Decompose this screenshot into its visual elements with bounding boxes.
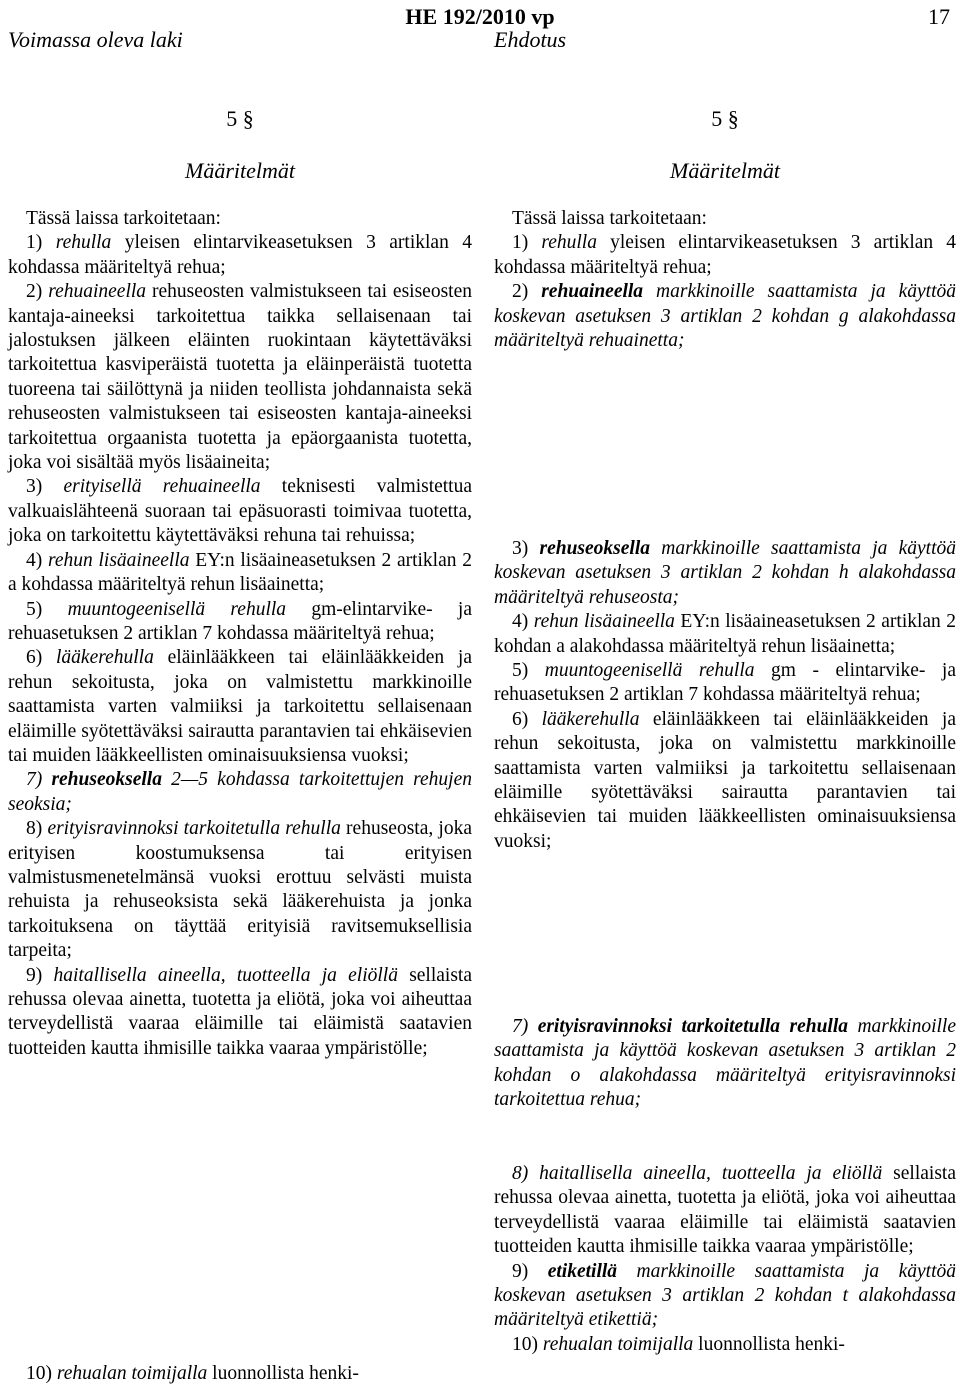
definitions-block <box>8 207 472 1061</box>
defined-term: rehulla <box>55 232 112 254</box>
defined-term: erityisravinnoksi tarkoitetulla rehulla <box>537 1016 849 1037</box>
definition-item: 4) rehun lisäaineella EY:n lisäaineasetuksen 2 artiklan 2 kohdan a alakohdassa määriteltyä rehun lisäainetta; <box>494 611 957 657</box>
defined-term: lääkerehulla <box>56 647 154 669</box>
definition-item: 10) rehualan toimijalla luonnollista henki- <box>26 1363 359 1384</box>
defined-term: rehualan toimijalla <box>56 1363 208 1384</box>
defined-term: muuntogeenisellä rehulla <box>67 598 287 620</box>
definition-item: 6) lääkerehulla eläinlääkkeen tai eläinlääkkeiden ja rehun sekoitusta, joka on valmistettu markkinoille saattamista varten valmiiksi ja tarkoitettu sellaisenaan eläimille syötettäväksi sairautta parantavien tai ehkäisevien tai muiden lääkkeellisten ominaisuuksiensa vuoksi; <box>8 647 472 766</box>
definition-item: 3) rehuseoksella markkinoille saattamista ja käyttöä koskevan asetuksen 3 artiklan 2 kohdan h alakohdassa määriteltyä rehuseosta; <box>494 538 956 608</box>
page-number: 17 <box>928 4 950 29</box>
document-id: HE 192/2010 vp <box>405 4 555 29</box>
definition-item: 1) rehulla yleisen elintarvikeasetuksen 3 artiklan 4 kohdassa määriteltyä rehua; <box>494 232 956 278</box>
defined-term: rehun lisäaineella <box>48 549 190 571</box>
defined-term: rehuaineella <box>48 281 147 303</box>
definitions-block <box>494 537 956 854</box>
intro-text: Tässä laissa tarkoitetaan: <box>26 208 221 229</box>
left-column-title: Voimassa oleva laki <box>8 27 183 52</box>
definition-item: 2) rehuaineella markkinoille saattamista ja käyttöä koskevan asetuksen 3 artiklan 2 kohdan g alakohdassa määriteltyä rehuainetta; <box>494 281 956 352</box>
definition-item: 7) rehuseoksella 2—5 kohdassa tarkoitettujen rehujen seoksia; <box>8 769 473 815</box>
defined-term: haitallisella aineella, tuotteella ja eliöllä <box>53 964 398 986</box>
defined-term: erityisravinnoksi tarkoitetulla rehulla <box>47 818 341 840</box>
definition-item: 5) muuntogeenisellä rehulla gm - elintarvike- ja rehuasetuksen 2 artiklan 7 kohdassa määriteltyä rehua; <box>494 660 957 706</box>
section-heading: Määritelmät <box>185 158 295 183</box>
definition-item: 8) haitallisella aineella, tuotteella ja eliöllä sellaista rehussa olevaa ainetta, tuotetta ja eliötä, joka voi aiheuttaa terveydellistä vaaraa eläimille tai eläimistä saatavien tuotteiden kautta ihmisille taikka vaaraa ympäristölle; <box>494 1163 956 1258</box>
definition-item: 6) lääkerehulla eläinlääkkeen tai eläinlääkkeiden ja rehun sekoitusta, joka on valmistettu markkinoille saattamista varten valmiiksi ja tarkoitettu sellaisenaan eläimille syötettäväksi sairautta parantavien tai ehkäisevien tai muiden lääkkeellisten ominaisuuksiensa vuoksi; <box>494 708 956 852</box>
defined-term: haitallisella aineella, tuotteella ja eliöllä <box>539 1163 883 1184</box>
intro-text: Tässä laissa tarkoitetaan: <box>512 208 707 229</box>
definition-item: 7) erityisravinnoksi tarkoitetulla rehulla markkinoille saattamista ja käyttöä koskevan asetuksen 3 artiklan 2 kohdan o alakohdassa määriteltyä erityisravinnoksi tarkoitettua rehua; <box>494 1016 957 1111</box>
definition-item: 9) etiketillä markkinoille saattamista ja käyttöä koskevan asetuksen 3 artiklan 2 kohdan t alakohdassa määriteltyä etikettiä; <box>494 1260 957 1331</box>
definition-item: 2) rehuaineella rehuseosten valmistukseen tai esiseosten kantaja-aineeksi tarkoitettua taikka sellaisenaan tai jalostuksen jälkeen eläinten ruokintaan käytettäväksi tarkoitettua kasviperäistä tuotetta ja eläinperäistä tuotetta tuoreena tai säilöttynä ja niiden teollista johdannaista sekä rehuseosten valmistukseen tai esiseosten kantaja-aineeksi tarkoitettua orgaanista tuotetta ja epäorgaanista tuotetta, joka voi sisältää myös lisäaineita; <box>8 281 472 474</box>
section-heading: Määritelmät <box>670 158 780 183</box>
definitions-block <box>494 1162 956 1357</box>
definition-item: 9) haitallisella aineella, tuotteella ja eliöllä sellaista rehussa olevaa ainetta, tuotetta ja eliötä, joka voi aiheuttaa terveydellistä vaaraa eläimille tai eläimistä saatavien tuotteiden kautta ihmisille taikka vaaraa ympäristölle; <box>8 964 473 1059</box>
definition-item: 4) rehun lisäaineella EY:n lisäaineasetuksen 2 artiklan 2 a kohdassa määriteltyä rehun lisäainetta; <box>8 549 473 596</box>
definition-item: 5) muuntogeenisellä rehulla gm-elintarvike- ja rehuasetuksen 2 artiklan 7 kohdassa määriteltyä rehua; <box>8 598 472 644</box>
definition-item: 3) erityisellä rehuaineella teknisesti valmistettua valkuaislähteenä suoraan tai epäsuorasti toimivaa tuotetta, joka on tarkoitettu käytettäväksi rehuna tai rehuissa; <box>8 476 473 547</box>
definition-item: 8) erityisravinnoksi tarkoitetulla rehulla rehuseosta, joka erityisen koostumuksensa tai erityisen valmistusmenetelmänsä vuoksi erottuu selvästi muista rehuista ja rehuseoksista sekä lääkerehuista ja jonka tarkoituksena on täyttää erityisiä ravitsemuksellisia tarpeita; <box>8 818 472 962</box>
definitions-block <box>494 207 956 353</box>
defined-term: erityisellä rehuaineella <box>63 476 261 498</box>
section-number: 5 § <box>226 106 254 131</box>
definitions-block <box>494 1015 956 1113</box>
defined-term: rehun lisäaineella <box>533 611 675 633</box>
definitions-block-continued <box>8 1362 472 1386</box>
defined-term: lääkerehulla <box>541 708 640 730</box>
defined-term: rehuseoksella <box>539 538 650 559</box>
defined-term: rehualan toimijalla <box>542 1333 694 1355</box>
defined-term: rehulla <box>541 232 597 254</box>
defined-term: muuntogeenisellä rehulla <box>544 660 755 682</box>
section-number: 5 § <box>711 106 739 131</box>
definition-item: 1) rehulla yleisen elintarvikeasetuksen 3 artiklan 4 kohdassa määriteltyä rehua; <box>8 232 473 278</box>
definition-item: 10) rehualan toimijalla luonnollista henki- <box>512 1333 845 1355</box>
defined-term: rehuseoksella <box>51 769 162 791</box>
defined-term: rehuaineella <box>541 281 644 303</box>
right-column-title: Ehdotus <box>494 27 567 52</box>
defined-term: etiketillä <box>547 1260 618 1282</box>
